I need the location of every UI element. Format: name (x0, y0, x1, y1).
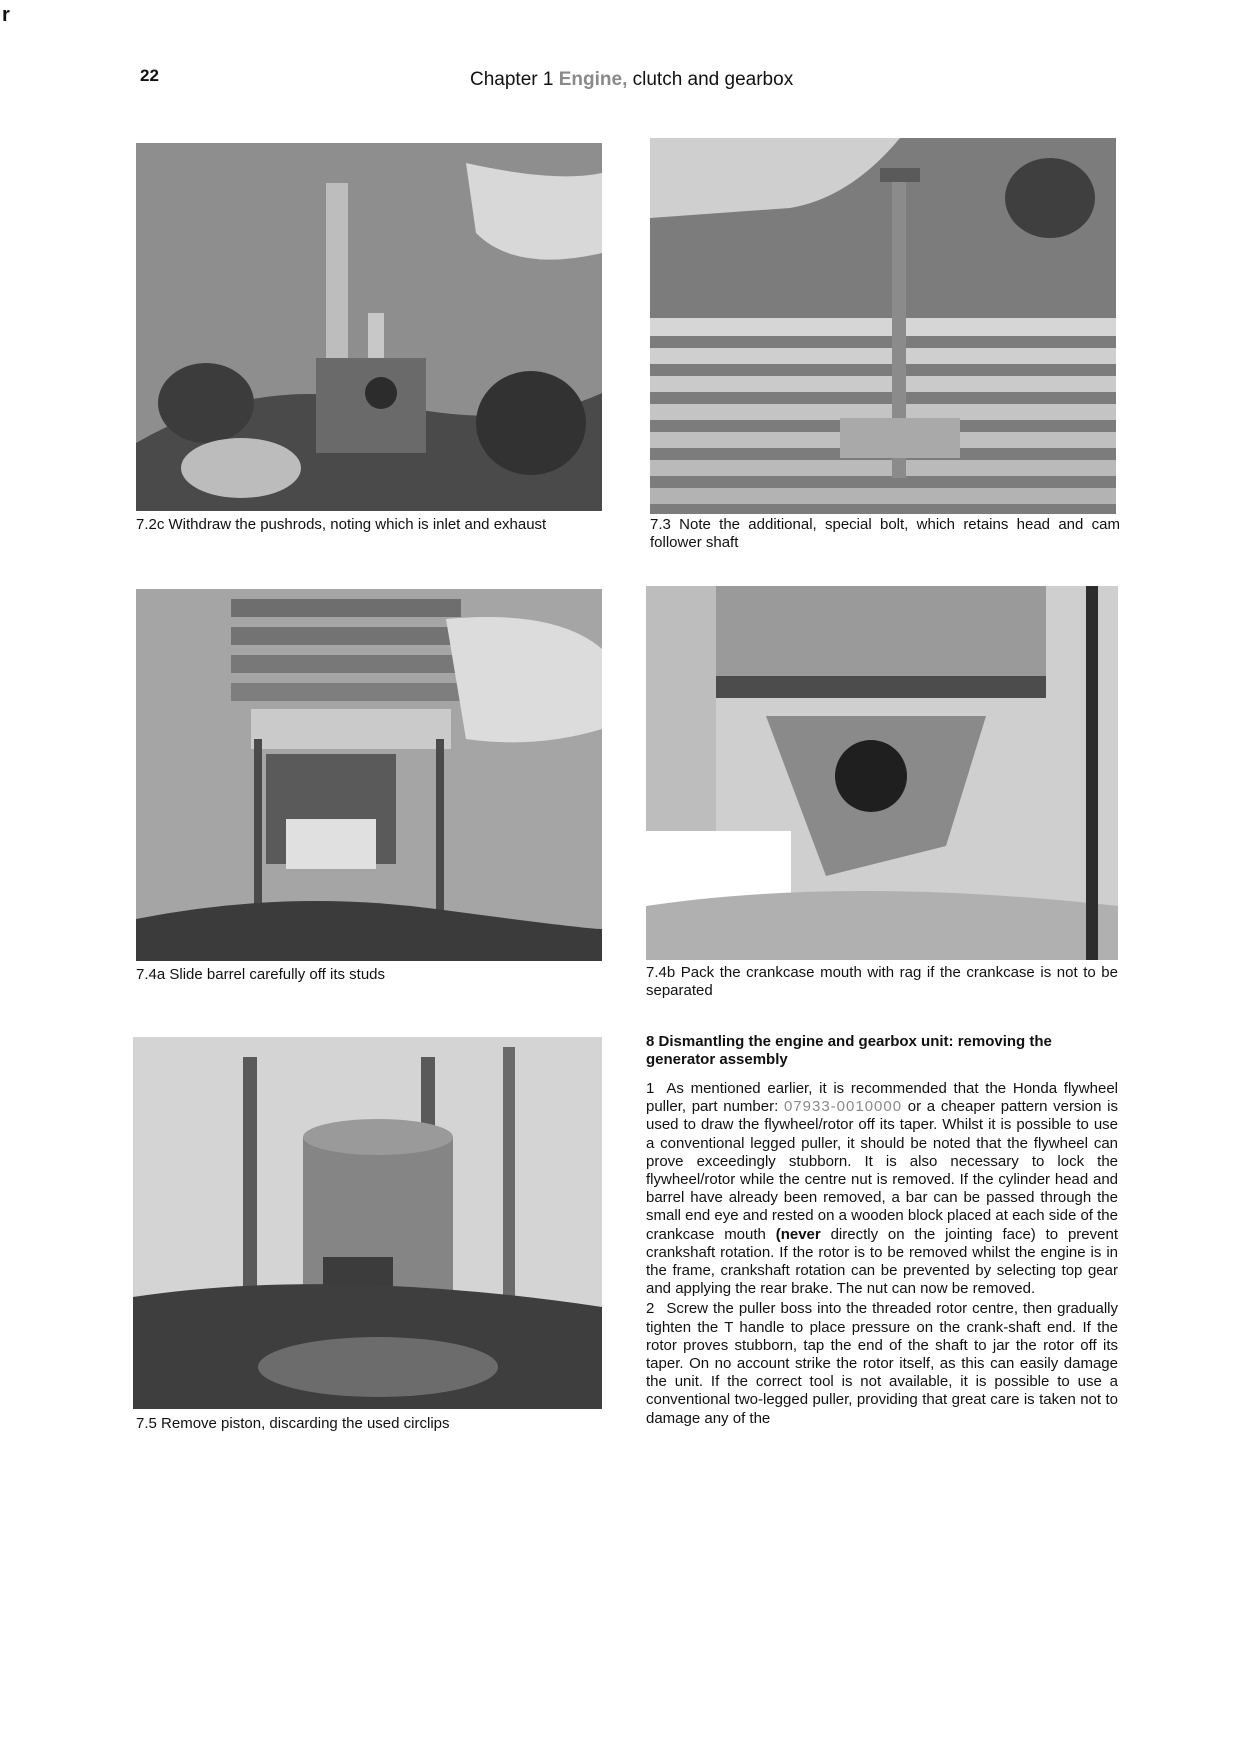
photo-7-2c-illustration (136, 143, 602, 511)
running-header (470, 69, 793, 91)
corner-mark: r (2, 4, 10, 26)
photo-7-2c (136, 143, 602, 511)
paragraph-1-text-b: or a cheaper pattern version is used to draw the flywheel/rotor off its taper. Whilst it is possible to use a conventional legged puller, it should be noted that the flywheel can prove exceedingly stubborn. It is also necessary to lock the flywheel/rotor while the centre nut is removed. If the cylinder head and barrel have already been removed, a bar can be passed through the small end eye and rested on a wooden block placed at each side of the crankcase mouth (646, 1098, 1118, 1243)
paragraph-1-number: 1 (646, 1080, 655, 1097)
photo-7-4b (646, 586, 1118, 960)
paragraph-2-number: 2 (646, 1300, 655, 1318)
caption-7-4b: 7.4b Pack the crankcase mouth with rag if the crankcase is not to be separated (646, 964, 1118, 999)
photo-7-3-illustration (650, 138, 1116, 514)
section-8-title: 8 Dismantling the engine and gearbox unit: removing the generator assembly (646, 1033, 1052, 1068)
paragraph-2-text: Screw the puller boss into the threaded rotor centre, then gradually tighten the T handle to place pressure on the crank-shaft end. If the rotor proves stubborn, tap the end of the shaft to jar the rotor off its taper. On no account strike the rotor itself, as this can easily damage the unit. If the correct tool is not available, it is possible to use a conventional two-legged puller, providing that great care is taken not to damage any of the (646, 1300, 1118, 1427)
caption-7-2c: 7.2c Withdraw the pushrods, noting which is inlet and exhaust (136, 516, 547, 533)
paragraph-1-text-a: As mentioned earlier, it is recommended that the Honda flywheel puller, part number: (646, 1080, 1118, 1116)
photo-7-5-illustration (133, 1037, 602, 1409)
paragraph-1-text-c: directly on the jointing face) to prevent crankshaft rotation. If the rotor is to be removed whilst the engine is in the frame, crankshaft rotation can be prevented by selecting top gear and applying the rear brake. The nut can now be removed. (646, 1225, 1118, 1298)
part-number: 07933-0010000 (783, 1098, 903, 1116)
photo-7-5 (133, 1037, 602, 1409)
paragraph-1 (646, 1080, 1118, 1298)
photo-7-3 (650, 138, 1116, 514)
caption-7-3: 7.3 Note the additional, special bolt, which retains head and cam follower shaft (650, 516, 1120, 551)
page-number: 22 (140, 66, 159, 85)
photo-7-4a-illustration (136, 589, 602, 961)
header-rest: clutch and gearbox (632, 69, 794, 90)
header-chapter: Chapter 1 (470, 69, 554, 90)
caption-7-5: 7.5 Remove piston, discarding the used circlips (136, 1415, 450, 1432)
photo-7-4a (136, 589, 602, 961)
photo-7-4b-illustration (646, 586, 1118, 960)
caption-7-4a: 7.4a Slide barrel carefully off its studs (136, 966, 386, 983)
paragraph-1-emphasis: (never (775, 1225, 821, 1243)
section-8-body (646, 1080, 1118, 1428)
paragraph-2 (646, 1300, 1118, 1427)
header-highlight: Engine, (558, 69, 628, 90)
